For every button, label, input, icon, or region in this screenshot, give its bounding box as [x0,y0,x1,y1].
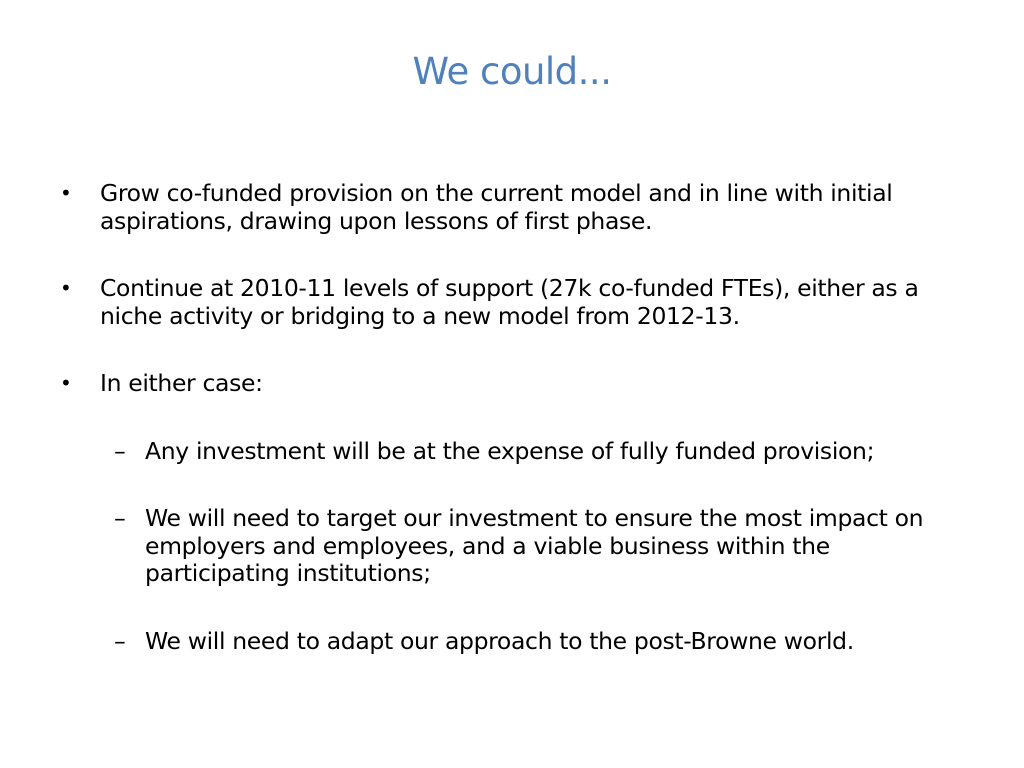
bullet-marker: • [60,276,72,300]
dash-marker: – [114,626,126,655]
bullet-marker: • [60,371,72,395]
sub-bullet-item [58,438,978,466]
bullet-item [58,180,978,235]
sub-bullet-item [58,628,978,656]
sub-bullet-text: We will need to adapt our approach to the post-Browne world. [145,626,854,655]
bullet-text: In either case: [100,369,263,397]
bullet-list [58,180,978,655]
sub-bullet-text: Any investment will be at the expense of fully funded provision; [145,436,875,465]
sub-bullet-item [58,505,978,588]
sub-bullet-text: We will need to target our investment to ensure the most impact on employers and employees, and a viable business within the participating institutions; [145,504,924,587]
dash-marker: – [114,436,126,465]
slide-title: We could... [412,50,612,93]
bullet-text: Continue at 2010-11 levels of support (27k co-funded FTEs), either as a niche activity or bridging to a new model from 2012-13. [100,274,919,330]
dash-marker: – [114,504,126,532]
bullet-marker: • [60,181,72,205]
bullet-item [58,370,978,398]
bullet-item [58,275,978,330]
bullet-text: Grow co-funded provision on the current model and in line with initial aspirations, drawing upon lessons of first phase. [100,179,893,235]
